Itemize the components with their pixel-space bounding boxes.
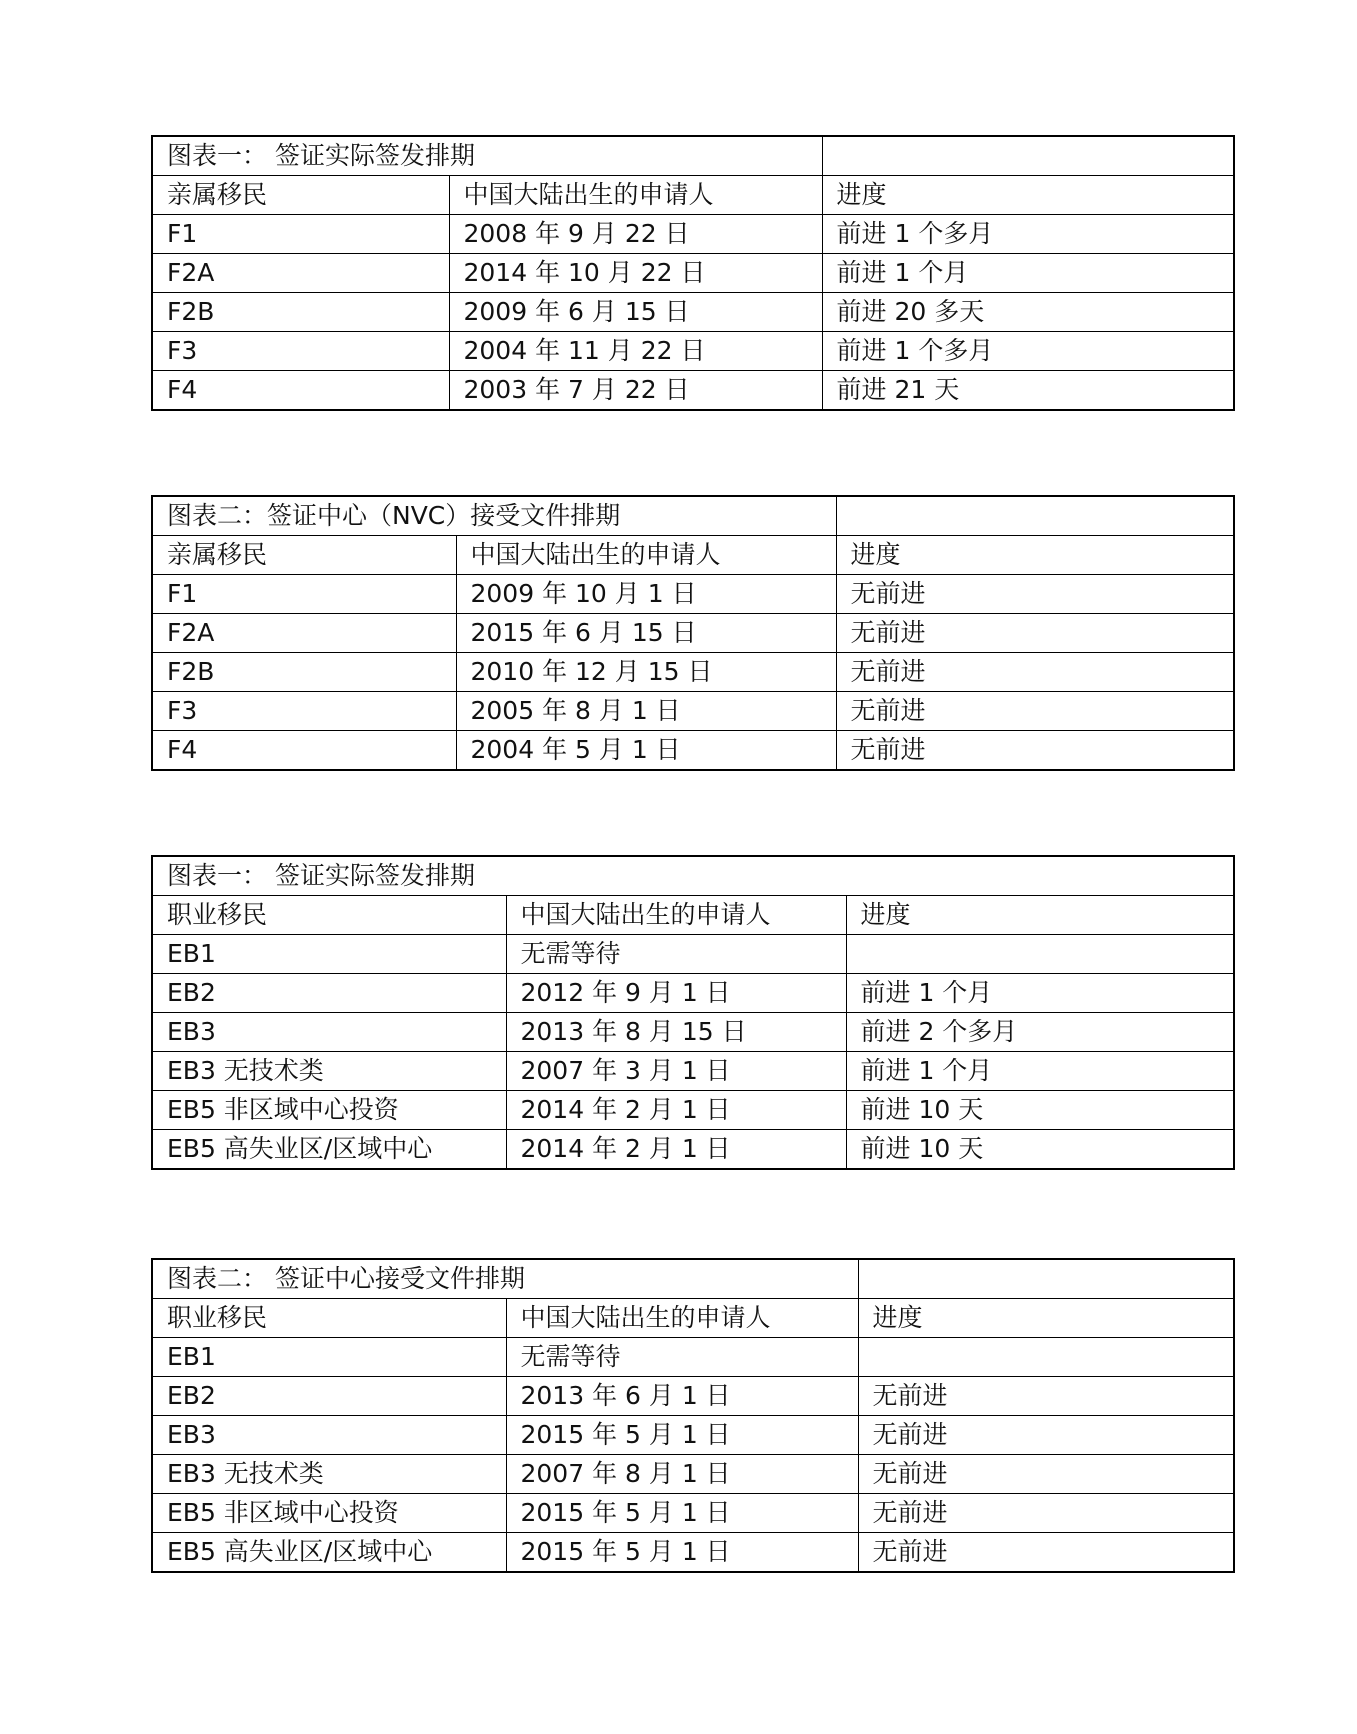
date-cell: 2004 年 5 月 1 日 bbox=[456, 731, 836, 771]
table-row bbox=[152, 293, 1234, 332]
table-title-right bbox=[836, 496, 1234, 536]
category-cell: EB5 非区域中心投资 bbox=[152, 1091, 506, 1130]
date-cell: 无需等待 bbox=[506, 935, 846, 974]
date-cell: 2012 年 9 月 1 日 bbox=[506, 974, 846, 1013]
family-visa-bulletin-table bbox=[151, 135, 1235, 411]
table-row bbox=[152, 1013, 1234, 1052]
progress-cell: 无前进 bbox=[858, 1416, 1234, 1455]
category-cell: F2A bbox=[152, 254, 449, 293]
table-header-row bbox=[152, 536, 1234, 575]
progress-cell: 前进 1 个多月 bbox=[822, 332, 1234, 371]
date-cell: 2014 年 10 月 22 日 bbox=[449, 254, 822, 293]
employment-nvc-filing-table bbox=[151, 1258, 1235, 1573]
category-cell: EB3 无技术类 bbox=[152, 1455, 506, 1494]
table-row bbox=[152, 1130, 1234, 1170]
table-row bbox=[152, 371, 1234, 411]
table-title-row bbox=[152, 856, 1234, 896]
category-cell: F4 bbox=[152, 731, 456, 771]
table-title: 图表二： 签证中心接受文件排期 bbox=[152, 1259, 858, 1299]
table-row bbox=[152, 731, 1234, 771]
table-row bbox=[152, 1455, 1234, 1494]
progress-cell: 前进 1 个月 bbox=[822, 254, 1234, 293]
table-title: 图表一： 签证实际签发排期 bbox=[152, 856, 1234, 896]
table-row bbox=[152, 1377, 1234, 1416]
category-cell: EB1 bbox=[152, 935, 506, 974]
date-cell: 2009 年 6 月 15 日 bbox=[449, 293, 822, 332]
category-cell: F3 bbox=[152, 692, 456, 731]
category-cell: F4 bbox=[152, 371, 449, 411]
date-cell: 2015 年 5 月 1 日 bbox=[506, 1533, 858, 1573]
date-cell: 2007 年 8 月 1 日 bbox=[506, 1455, 858, 1494]
progress-cell: 无前进 bbox=[858, 1494, 1234, 1533]
progress-cell: 前进 1 个多月 bbox=[822, 215, 1234, 254]
progress-cell bbox=[858, 1338, 1234, 1377]
date-cell: 2015 年 5 月 1 日 bbox=[506, 1416, 858, 1455]
table-header-row bbox=[152, 896, 1234, 935]
column-header-category: 职业移民 bbox=[152, 1299, 506, 1338]
table-row bbox=[152, 653, 1234, 692]
table-row bbox=[152, 1338, 1234, 1377]
category-cell: F2B bbox=[152, 653, 456, 692]
column-header-applicant: 中国大陆出生的申请人 bbox=[449, 176, 822, 215]
category-cell: EB3 无技术类 bbox=[152, 1052, 506, 1091]
progress-cell bbox=[846, 935, 1234, 974]
date-cell: 2008 年 9 月 22 日 bbox=[449, 215, 822, 254]
column-header-category: 亲属移民 bbox=[152, 176, 449, 215]
column-header-category: 职业移民 bbox=[152, 896, 506, 935]
category-cell: EB2 bbox=[152, 1377, 506, 1416]
table-row bbox=[152, 692, 1234, 731]
category-cell: F1 bbox=[152, 575, 456, 614]
date-cell: 2015 年 5 月 1 日 bbox=[506, 1494, 858, 1533]
table-header-row bbox=[152, 176, 1234, 215]
date-cell: 2013 年 6 月 1 日 bbox=[506, 1377, 858, 1416]
column-header-progress: 进度 bbox=[822, 176, 1234, 215]
date-cell: 2004 年 11 月 22 日 bbox=[449, 332, 822, 371]
progress-cell: 无前进 bbox=[836, 653, 1234, 692]
date-cell: 2005 年 8 月 1 日 bbox=[456, 692, 836, 731]
table-title: 图表二：签证中心（NVC）接受文件排期 bbox=[152, 496, 836, 536]
table-row bbox=[152, 614, 1234, 653]
progress-cell: 无前进 bbox=[836, 614, 1234, 653]
category-cell: EB1 bbox=[152, 1338, 506, 1377]
table-row bbox=[152, 974, 1234, 1013]
table-row bbox=[152, 1091, 1234, 1130]
table-row bbox=[152, 215, 1234, 254]
progress-cell: 前进 10 天 bbox=[846, 1091, 1234, 1130]
progress-cell: 无前进 bbox=[836, 692, 1234, 731]
date-cell: 2007 年 3 月 1 日 bbox=[506, 1052, 846, 1091]
category-cell: EB5 非区域中心投资 bbox=[152, 1494, 506, 1533]
table-row bbox=[152, 1533, 1234, 1573]
table-row bbox=[152, 254, 1234, 293]
date-cell: 无需等待 bbox=[506, 1338, 858, 1377]
category-cell: EB3 bbox=[152, 1013, 506, 1052]
date-cell: 2009 年 10 月 1 日 bbox=[456, 575, 836, 614]
progress-cell: 无前进 bbox=[836, 731, 1234, 771]
progress-cell: 无前进 bbox=[858, 1377, 1234, 1416]
column-header-category: 亲属移民 bbox=[152, 536, 456, 575]
family-nvc-filing-table bbox=[151, 495, 1235, 771]
category-cell: F3 bbox=[152, 332, 449, 371]
progress-cell: 前进 1 个月 bbox=[846, 974, 1234, 1013]
category-cell: F1 bbox=[152, 215, 449, 254]
category-cell: EB3 bbox=[152, 1416, 506, 1455]
column-header-applicant: 中国大陆出生的申请人 bbox=[506, 896, 846, 935]
table-title-right bbox=[858, 1259, 1234, 1299]
progress-cell: 前进 1 个月 bbox=[846, 1052, 1234, 1091]
category-cell: EB5 高失业区/区域中心 bbox=[152, 1533, 506, 1573]
table-title: 图表一： 签证实际签发排期 bbox=[152, 136, 822, 176]
table-header-row bbox=[152, 1299, 1234, 1338]
date-cell: 2010 年 12 月 15 日 bbox=[456, 653, 836, 692]
table-title-row bbox=[152, 1259, 1234, 1299]
column-header-progress: 进度 bbox=[858, 1299, 1234, 1338]
table-title-row bbox=[152, 496, 1234, 536]
category-cell: F2A bbox=[152, 614, 456, 653]
table-row bbox=[152, 575, 1234, 614]
date-cell: 2014 年 2 月 1 日 bbox=[506, 1091, 846, 1130]
progress-cell: 前进 10 天 bbox=[846, 1130, 1234, 1170]
column-header-progress: 进度 bbox=[846, 896, 1234, 935]
column-header-progress: 进度 bbox=[836, 536, 1234, 575]
table-row bbox=[152, 1494, 1234, 1533]
column-header-applicant: 中国大陆出生的申请人 bbox=[456, 536, 836, 575]
table-row bbox=[152, 1052, 1234, 1091]
date-cell: 2013 年 8 月 15 日 bbox=[506, 1013, 846, 1052]
date-cell: 2014 年 2 月 1 日 bbox=[506, 1130, 846, 1170]
column-header-applicant: 中国大陆出生的申请人 bbox=[506, 1299, 858, 1338]
table-row bbox=[152, 935, 1234, 974]
progress-cell: 无前进 bbox=[836, 575, 1234, 614]
category-cell: F2B bbox=[152, 293, 449, 332]
table-row bbox=[152, 1416, 1234, 1455]
employment-visa-bulletin-table bbox=[151, 855, 1235, 1170]
table-title-row bbox=[152, 136, 1234, 176]
table-row bbox=[152, 332, 1234, 371]
date-cell: 2003 年 7 月 22 日 bbox=[449, 371, 822, 411]
progress-cell: 无前进 bbox=[858, 1455, 1234, 1494]
category-cell: EB2 bbox=[152, 974, 506, 1013]
category-cell: EB5 高失业区/区域中心 bbox=[152, 1130, 506, 1170]
date-cell: 2015 年 6 月 15 日 bbox=[456, 614, 836, 653]
progress-cell: 前进 21 天 bbox=[822, 371, 1234, 411]
progress-cell: 无前进 bbox=[858, 1533, 1234, 1573]
table-title-right bbox=[822, 136, 1234, 176]
progress-cell: 前进 20 多天 bbox=[822, 293, 1234, 332]
progress-cell: 前进 2 个多月 bbox=[846, 1013, 1234, 1052]
